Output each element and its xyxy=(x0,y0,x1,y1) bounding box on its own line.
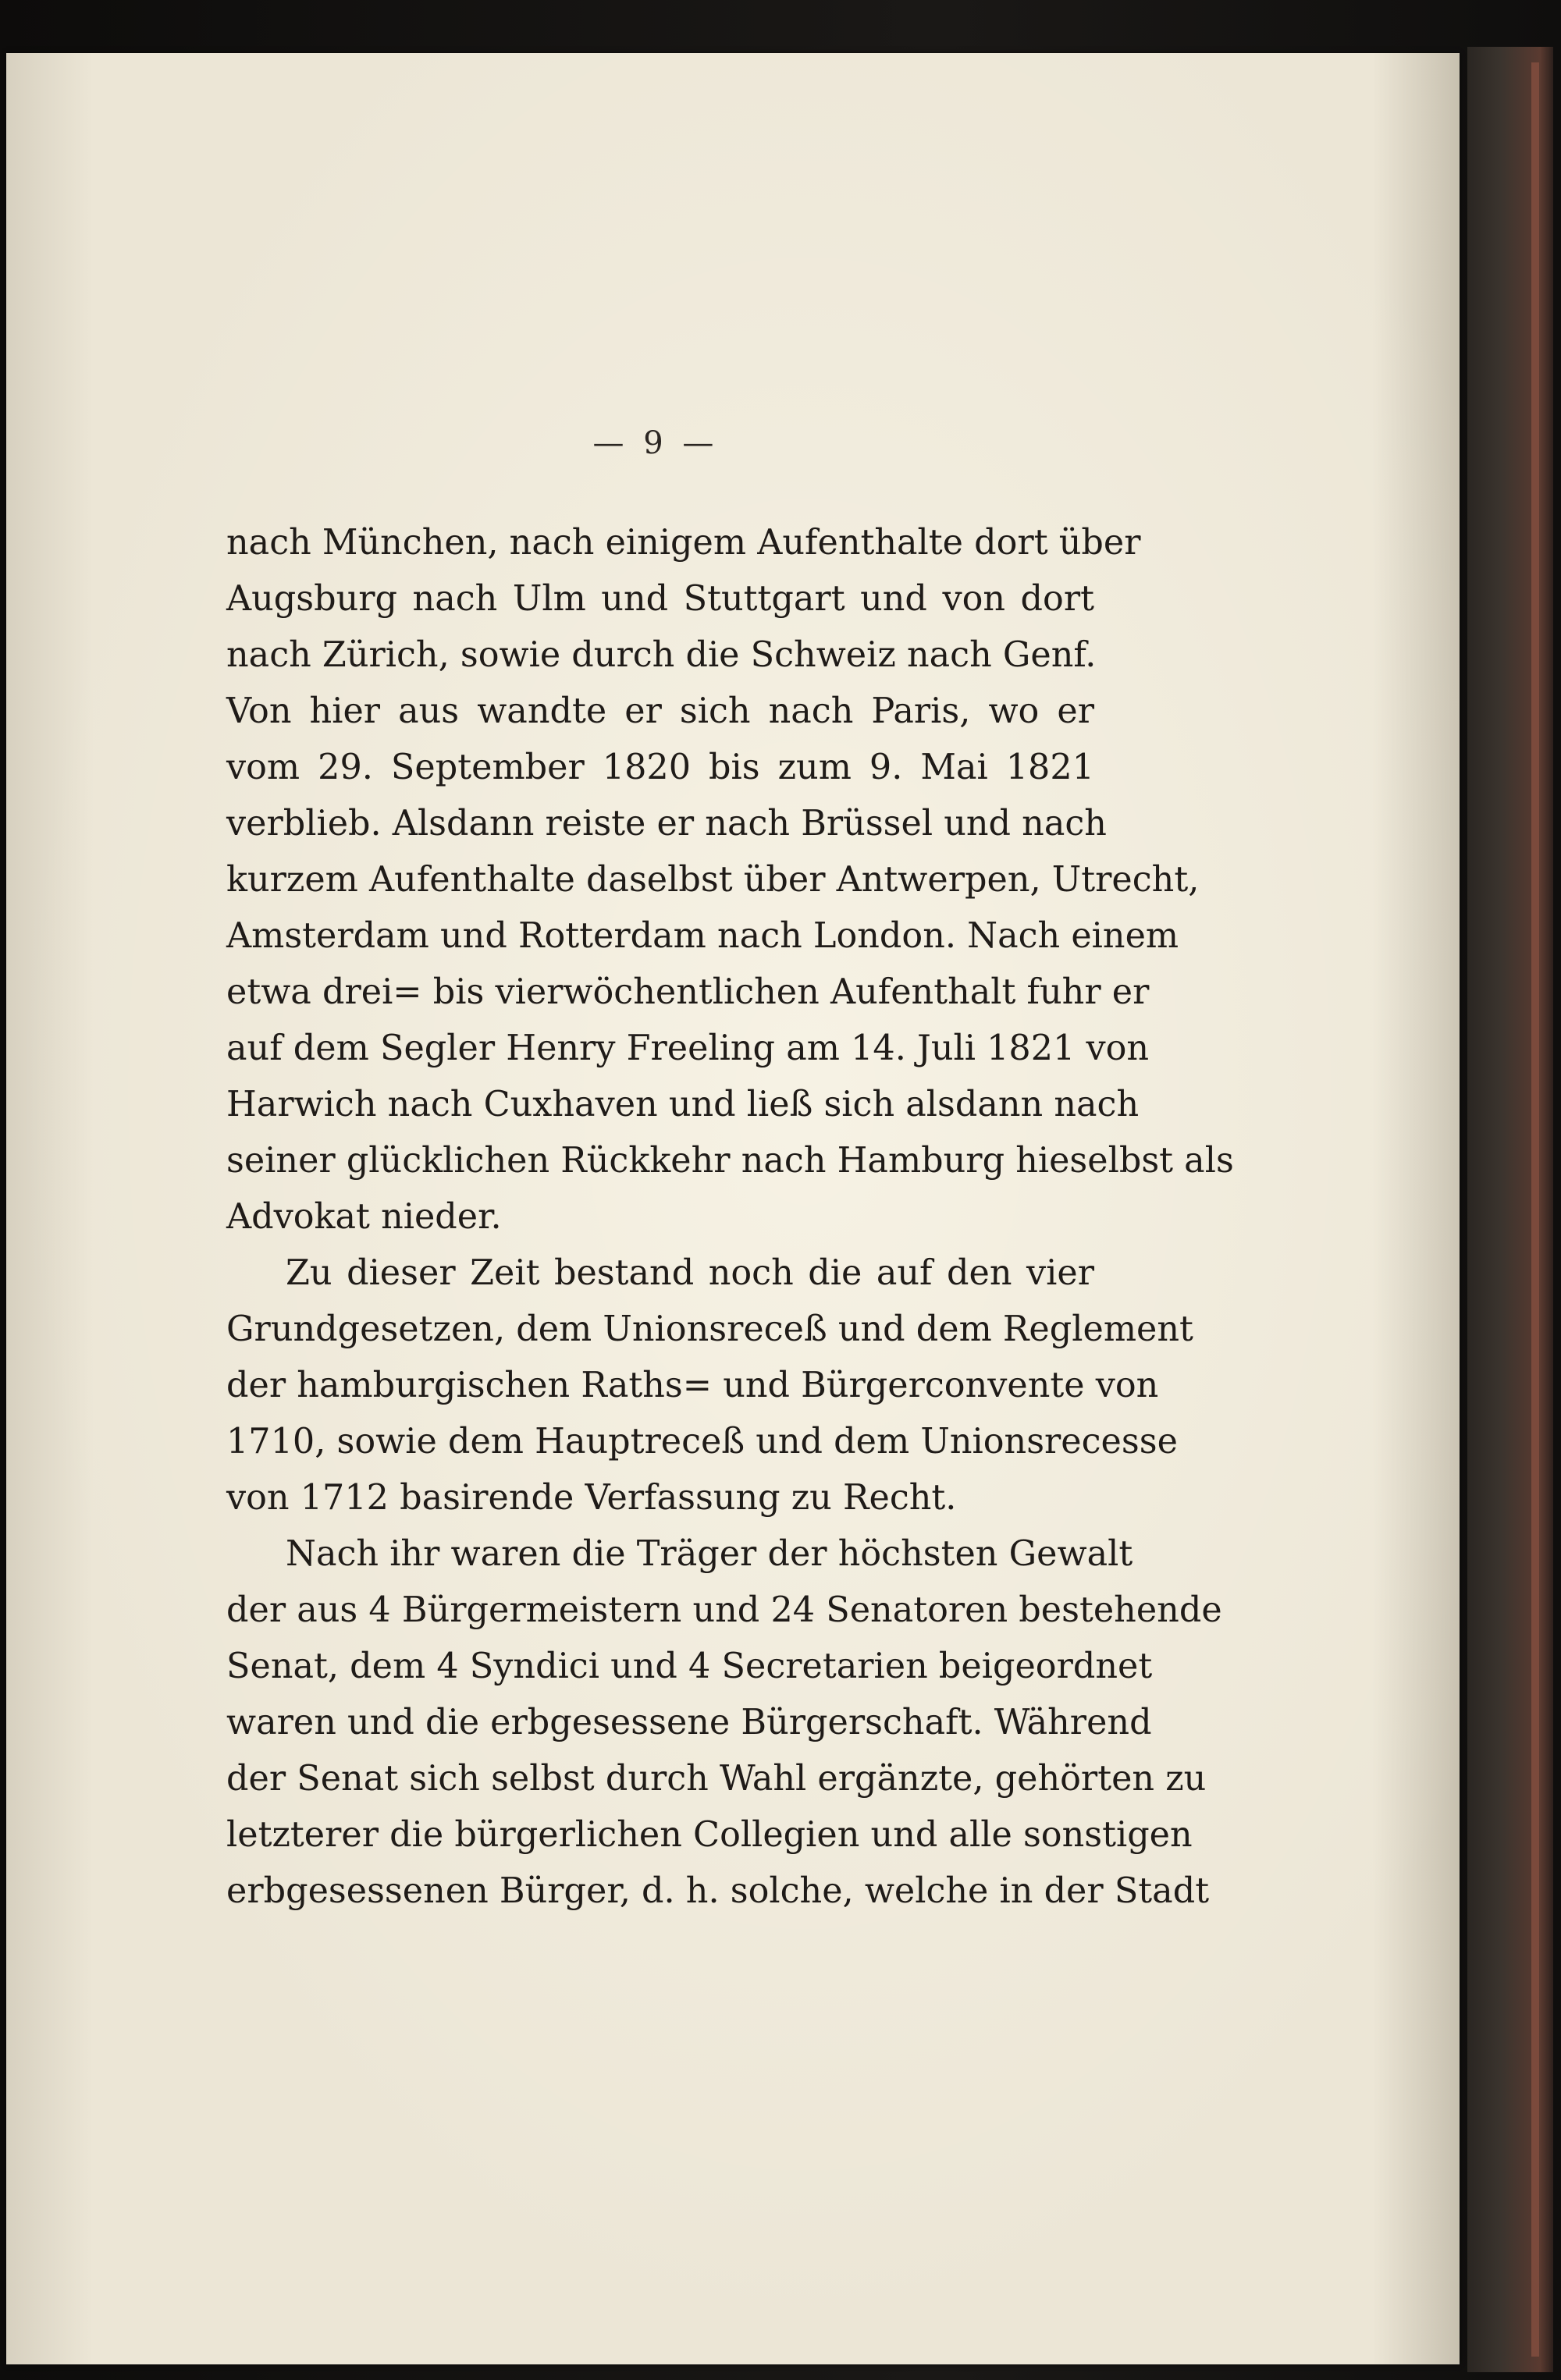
book-cover-edge xyxy=(1531,62,1539,2357)
text-line: seiner glücklichen Rückkehr nach Hamburg hieselbst als xyxy=(226,1141,1234,1181)
paragraph-3 xyxy=(226,1526,1222,1920)
book-back-cover xyxy=(1467,47,1553,2372)
text-line: Zu dieser Zeit bestand noch die auf den vier xyxy=(286,1253,1094,1293)
text-line: Nach ihr waren die Träger der höchsten Gewalt xyxy=(286,1534,1133,1574)
text-line: letzterer die bürgerlichen Collegien und alle sonstigen xyxy=(226,1815,1193,1855)
body-text xyxy=(226,515,1234,1920)
text-line: der hamburgischen Raths= und Bürgerconvente von xyxy=(226,1366,1159,1405)
text-line: Advokat nieder. xyxy=(226,1197,502,1237)
text-line: der aus 4 Bürgermeistern und 24 Senatoren bestehende xyxy=(226,1590,1222,1630)
text-line: verblieb. Alsdann reiste er nach Brüssel und nach xyxy=(226,804,1107,844)
text-line: nach München, nach einigem Aufenthalte dort über xyxy=(226,523,1141,563)
text-line: Von hier aus wandte er sich nach Paris, wo er xyxy=(226,691,1094,731)
paragraph-2 xyxy=(226,1245,1193,1526)
text-line: Augsburg nach Ulm und Stuttgart und von dort xyxy=(226,579,1094,619)
text-line: Harwich nach Cuxhaven und ließ sich alsdann nach xyxy=(226,1085,1140,1124)
text-line: auf dem Segler Henry Freeling am 14. Juli 1821 von xyxy=(226,1028,1150,1068)
text-line: etwa drei= bis vierwöchentlichen Aufenthalt fuhr er xyxy=(226,972,1150,1012)
text-line: vom 29. September 1820 bis zum 9. Mai 1821 xyxy=(226,748,1094,787)
paragraph-1 xyxy=(226,515,1234,1245)
text-line: Amsterdam und Rotterdam nach London. Nach einem xyxy=(226,916,1179,956)
text-line: der Senat sich selbst durch Wahl ergänzte, gehörten zu xyxy=(226,1759,1207,1799)
text-line: Senat, dem 4 Syndici und 4 Secretarien beigeordnet xyxy=(226,1646,1153,1686)
text-line: nach Zürich, sowie durch die Schweiz nach Genf. xyxy=(226,635,1097,675)
text-line: kurzem Aufenthalte daselbst über Antwerpen, Utrecht, xyxy=(226,860,1200,900)
text-line: erbgesessenen Bürger, d. h. solche, welche in der Stadt xyxy=(226,1871,1210,1911)
text-line: 1710, sowie dem Hauptreceß und dem Unionsrecesse xyxy=(226,1422,1178,1462)
text-line: von 1712 basirende Verfassung zu Recht. xyxy=(226,1478,957,1518)
text-line: Grundgesetzen, dem Unionsreceß und dem Reglement xyxy=(226,1309,1193,1349)
text-line: waren und die erbgesessene Bürgerschaft. Während xyxy=(226,1703,1152,1742)
page-number: — 9 — xyxy=(592,425,719,461)
